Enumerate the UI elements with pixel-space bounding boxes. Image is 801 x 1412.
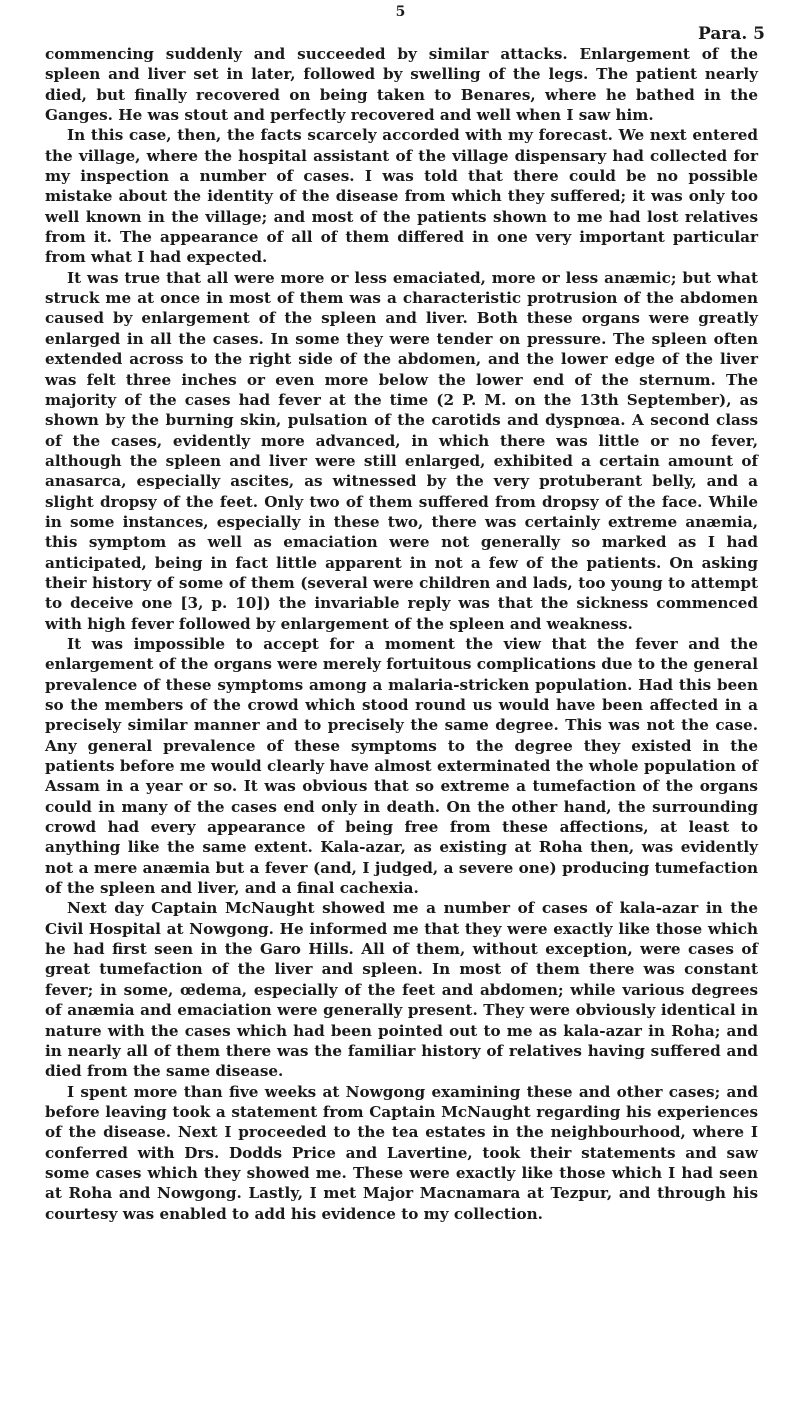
paragraph-1: commencing suddenly and succeeded by similar attacks. Enlargement of the spleen and liver set in later, followed by swelling of the legs. The patient nearly died, but finally recovered on being taken to Benares, where he bathed in the Ganges. He was stout and perfectly recovered and well when I saw him.: [45, 45, 758, 125]
paragraph-2: In this case, then, the facts scarcely accorded with my forecast. We next entered the village, where the hospital assistant of the village dispensary had collected for my inspection a number of cases. I was told that there could be no possible mistake about the identity of the disease from which they suffered; it was only too well known in the village; and most of the patients shown to me had lost relatives from it. The appearance of all of them differed in one very important particular from what I had expected.: [45, 126, 758, 267]
paragraph-6: I spent more than five weeks at Nowgong examining these and other cases; and before leaving took a statement from Captain McNaught regarding his experiences of the disease. Next I proceeded to the tea estates in the neighbourhood, where I conferred with Drs. Dodds Price and Lavertine, took their statements and saw some cases which they showed me. These were exactly like those which I had seen at Roha and Nowgong. Lastly, I met Major Macnamara at Tezpur, and through his courtesy was enabled to add his evidence to my collection.: [45, 1082, 758, 1223]
paragraph-label: Para. 5: [698, 24, 765, 44]
page-number: 5: [395, 4, 406, 20]
paragraph-5: Next day Captain McNaught showed me a number of cases of kala-azar in the Civil Hospital at Nowgong. He informed me that they were exactly like those which he had first seen in the Garo Hills. All of them, without exception, were cases of great tumefaction of the liver and spleen. In most of them there was constant fever; in some, œdema, especially of the feet and abdomen; while various degrees of anæmia and emaciation were generally present. They were obviously identical in nature with the cases which had been pointed out to me as kala-azar in Roha; and in nearly all of them there was the familiar history of relatives having suffered and died from the same disease.: [45, 899, 758, 1081]
document-body: [45, 44, 758, 1224]
paragraph-3: It was true that all were more or less emaciated, more or less anæmic; but what struck me at once in most of them was a characteristic protrusion of the abdomen caused by enlargement of the spleen and liver. Both these organs were greatly enlarged in all the cases. In some they were tender on pressure. The spleen often extended across to the right side of the abdomen, and the lower edge of the liver was felt three inches or even more below the lower end of the sternum. The majority of the cases had fever at the time (2 P. M. on the 13th September), as shown by the burning skin, pulsation of the carotids and dyspnœa. A second class of the cases, evidently more advanced, in which there was little or no fever, although the spleen and liver were still enlarged, exhibited a certain amount of anasarca, especially ascites, as witnessed by the very protuberant belly, and a slight dropsy of the feet. Only two of them suffered from dropsy of the face. While in some instances, especially in these two, there was certainly extreme anæmia, this symptom as well as emaciation were not generally so marked as I had anticipated, being in fact little apparent in not a few of the patients. On asking their history of some of them (several were children and lads, too young to attempt to deceive one [3, p. 10]) the invariable reply was that the sickness commenced with high fever followed by enlargement of the spleen and weakness.: [45, 268, 758, 633]
paragraph-4: It was impossible to accept for a moment the view that the fever and the enlargement of the organs were merely fortuitous complications due to the general prevalence of these symptoms among a malaria-stricken population. Had this been so the members of the crowd which stood round us would have been affected in a precisely similar manner and to precisely the same degree. This was not the case. Any general prevalence of these symptoms to the degree they existed in the patients before me would clearly have almost exterminated the whole population of Assam in a year or so. It was obvious that so extreme a tumefaction of the organs could in many of the cases end only in death. On the other hand, the surrounding crowd had every appearance of being free from these affections, at least to anything like the same extent. Kala-azar, as existing at Roha then, was evidently not a mere anæmia but a fever (and, I judged, a severe one) producing tumefaction of the spleen and liver, and a final cachexia.: [45, 634, 758, 898]
